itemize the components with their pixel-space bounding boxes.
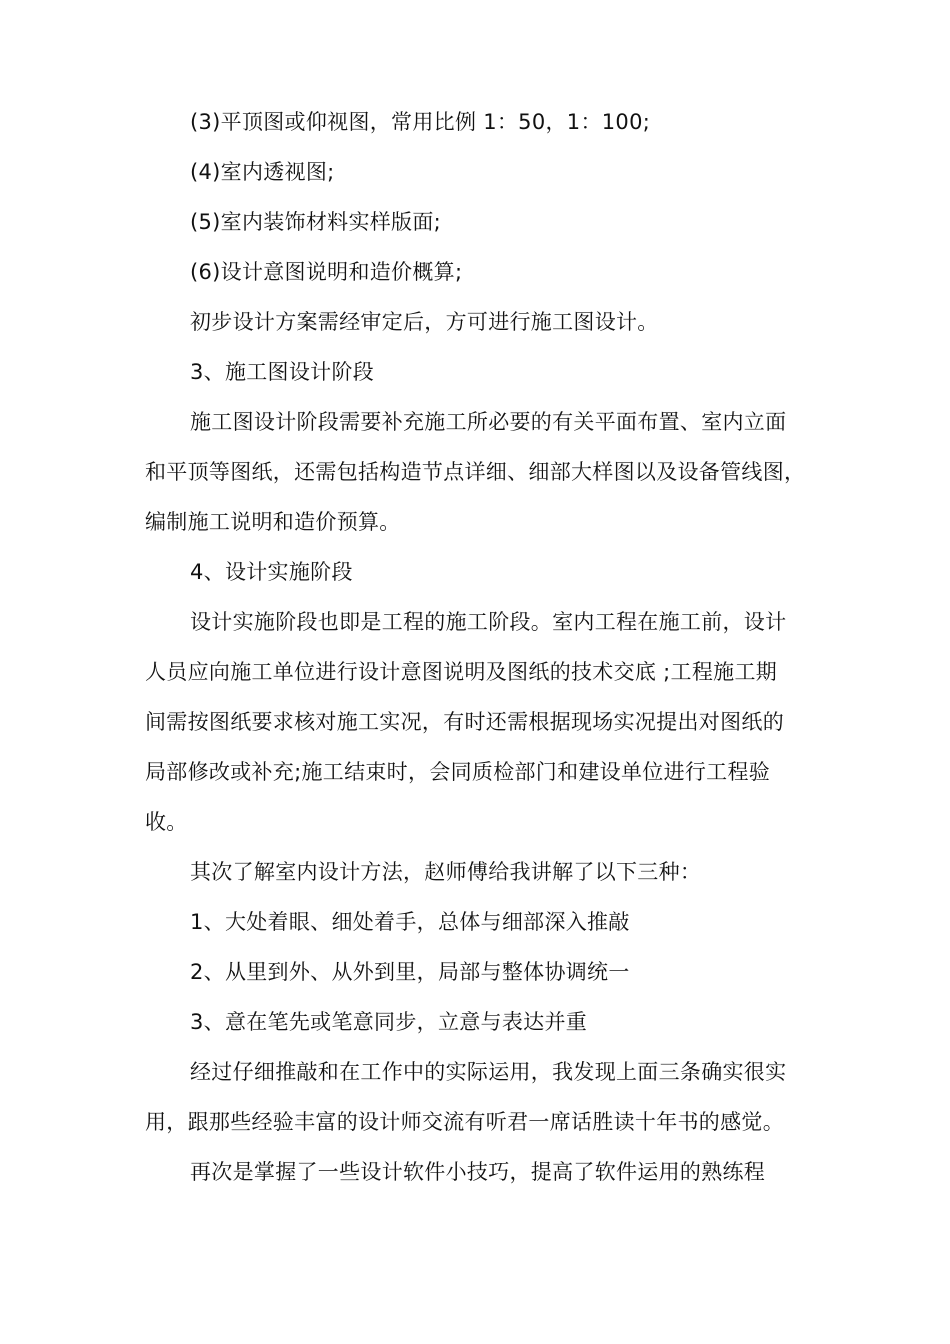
paragraph-line: 人员应向施工单位进行设计意图说明及图纸的技术交底 ;工程施工期	[145, 660, 778, 684]
list-item-material-board: (5)室内装饰材料实样版面;	[190, 210, 442, 234]
list-item-method-2: 2、从里到外、从外到里，局部与整体协调统一	[190, 960, 630, 984]
paragraph-line: 编制施工说明和造价预算。	[145, 510, 401, 534]
paragraph-line: 收。	[145, 810, 188, 834]
list-item-method-3: 3、意在笔先或笔意同步，立意与表达并重	[190, 1010, 588, 1034]
paragraph-line: 经过仔细推敲和在工作中的实际运用，我发现上面三条确实很实	[190, 1060, 787, 1084]
list-item-design-intent: (6)设计意图说明和造价概算;	[190, 260, 463, 284]
paragraph-line: 再次是掌握了一些设计软件小技巧，提高了软件运用的熟练程	[190, 1160, 766, 1184]
paragraph-line: 初步设计方案需经审定后，方可进行施工图设计。	[190, 310, 659, 334]
paragraph-line: 设计实施阶段也即是工程的施工阶段。室内工程在施工前，设计	[190, 610, 787, 634]
paragraph-line: 用，跟那些经验丰富的设计师交流有听君一席话胜读十年书的感觉。	[145, 1110, 784, 1134]
list-item-method-1: 1、大处着眼、细处着手，总体与细部深入推敲	[190, 910, 630, 934]
list-item-plan-view: (3)平顶图或仰视图，常用比例 1：50，1：100;	[190, 110, 651, 134]
paragraph-line: 局部修改或补充;施工结束时，会同质检部门和建设单位进行工程验	[145, 760, 771, 784]
paragraph-line: 和平顶等图纸，还需包括构造节点详细、细部大样图以及设备管线图，	[145, 460, 806, 484]
paragraph-line: 施工图设计阶段需要补充施工所必要的有关平面布置、室内立面	[190, 410, 787, 434]
list-item-perspective: (4)室内透视图;	[190, 160, 335, 184]
section-heading-implementation: 4、设计实施阶段	[190, 560, 353, 584]
paragraph-line: 其次了解室内设计方法，赵师傅给我讲解了以下三种：	[190, 860, 702, 884]
paragraph-line: 间需按图纸要求核对施工实况，有时还需根据现场实况提出对图纸的	[145, 710, 784, 734]
section-heading-construction-drawing: 3、施工图设计阶段	[190, 360, 375, 384]
